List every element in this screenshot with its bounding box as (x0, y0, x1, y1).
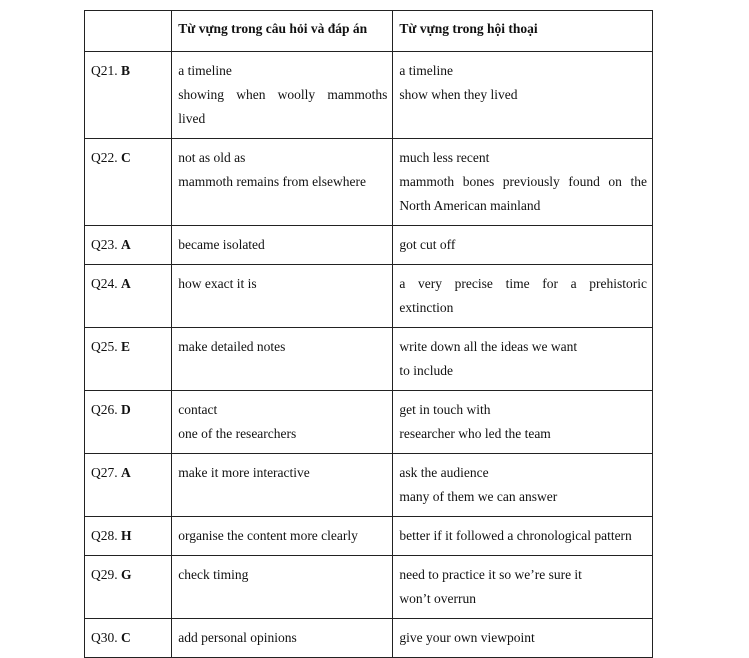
question-number: Q26. (91, 402, 118, 417)
table-row (85, 328, 653, 391)
question-vocab-line: one of the researchers (178, 426, 297, 441)
table-row (85, 391, 653, 454)
table-row (85, 139, 653, 226)
question-vocab-line: a timeline (178, 63, 232, 78)
dialogue-vocab-cell (393, 52, 653, 139)
question-number: Q28. (91, 528, 118, 543)
dialogue-vocab-line: better if it followed a chronological pattern (399, 528, 632, 543)
dialogue-vocab-cell (393, 517, 653, 556)
dialogue-vocab-line: ask the audience (399, 465, 489, 480)
question-vocab-line: make it more interactive (178, 465, 310, 480)
question-number: Q21. (91, 63, 118, 78)
answer-letter: H (121, 528, 132, 543)
question-vocab-cell (172, 226, 393, 265)
answer-letter: C (121, 630, 131, 645)
answer-letter: B (121, 63, 131, 78)
dialogue-vocab-line: need to practice it so we’re sure it (399, 567, 582, 582)
question-cell (85, 328, 172, 391)
question-cell (85, 226, 172, 265)
question-vocab-line: how exact it is (178, 276, 257, 291)
answer-letter: A (121, 276, 131, 291)
question-cell (85, 139, 172, 226)
question-number: Q25. (91, 339, 118, 354)
table-row (85, 226, 653, 265)
dialogue-vocab-line: a very precise time for a prehistoric (399, 276, 647, 291)
answer-letter: D (121, 402, 131, 417)
answer-letter: A (121, 237, 131, 252)
vocabulary-table (84, 10, 653, 658)
table-row (85, 52, 653, 139)
dialogue-vocab-line: write down all the ideas we want (399, 339, 578, 354)
header-row (85, 11, 653, 52)
header-question-vocab: Từ vựng trong câu hỏi và đáp án (172, 11, 393, 52)
table-body (85, 52, 653, 658)
question-vocab-cell (172, 391, 393, 454)
table-row (85, 517, 653, 556)
dialogue-vocab-line: to include (399, 363, 454, 378)
question-vocab-line: contact (178, 402, 218, 417)
question-vocab-line: became isolated (178, 237, 265, 252)
dialogue-vocab-cell (393, 619, 653, 658)
question-number: Q23. (91, 237, 118, 252)
table-row (85, 556, 653, 619)
question-cell (85, 517, 172, 556)
question-number: Q27. (91, 465, 118, 480)
dialogue-vocab-cell (393, 556, 653, 619)
question-vocab-line: check timing (178, 567, 249, 582)
dialogue-vocab-line: many of them we can answer (399, 489, 558, 504)
question-vocab-line: not as old as (178, 150, 246, 165)
question-vocab-line: make detailed notes (178, 339, 286, 354)
header-dialogue-vocab: Từ vựng trong hội thoại (393, 11, 653, 52)
question-number: Q24. (91, 276, 118, 291)
dialogue-vocab-line: researcher who led the team (399, 426, 551, 441)
question-vocab-cell (172, 454, 393, 517)
question-vocab-cell (172, 517, 393, 556)
dialogue-vocab-line: extinction (399, 300, 454, 315)
dialogue-vocab-line: a timeline (399, 63, 453, 78)
question-vocab-line: showing when woolly mammoths (178, 87, 388, 102)
question-vocab-line: organise the content more clearly (178, 528, 358, 543)
dialogue-vocab-cell (393, 226, 653, 265)
question-number: Q22. (91, 150, 118, 165)
dialogue-vocab-cell (393, 139, 653, 226)
question-vocab-cell (172, 619, 393, 658)
question-vocab-cell (172, 328, 393, 391)
answer-letter: C (121, 150, 131, 165)
header-question (85, 11, 172, 52)
table-row (85, 454, 653, 517)
question-cell (85, 454, 172, 517)
dialogue-vocab-line: much less recent (399, 150, 490, 165)
question-cell (85, 391, 172, 454)
question-vocab-cell (172, 52, 393, 139)
question-vocab-cell (172, 265, 393, 328)
answer-letter: A (121, 465, 131, 480)
question-cell (85, 52, 172, 139)
question-vocab-cell (172, 556, 393, 619)
question-number: Q29. (91, 567, 118, 582)
dialogue-vocab-cell (393, 391, 653, 454)
dialogue-vocab-line: give your own viewpoint (399, 630, 535, 645)
dialogue-vocab-cell (393, 454, 653, 517)
question-number: Q30. (91, 630, 118, 645)
question-cell (85, 556, 172, 619)
question-vocab-line: lived (178, 111, 206, 126)
question-cell (85, 619, 172, 658)
answer-letter: E (121, 339, 131, 354)
question-vocab-line: add personal opinions (178, 630, 297, 645)
table-row (85, 619, 653, 658)
dialogue-vocab-line: got cut off (399, 237, 456, 252)
dialogue-vocab-line: won’t overrun (399, 591, 477, 606)
dialogue-vocab-line: North American mainland (399, 198, 541, 213)
dialogue-vocab-line: get in touch with (399, 402, 491, 417)
question-cell (85, 265, 172, 328)
dialogue-vocab-cell (393, 265, 653, 328)
question-vocab-line: mammoth remains from elsewhere (178, 174, 367, 189)
dialogue-vocab-line: show when they lived (399, 87, 518, 102)
question-vocab-cell (172, 139, 393, 226)
dialogue-vocab-cell (393, 328, 653, 391)
dialogue-vocab-line: mammoth bones previously found on the (399, 174, 647, 189)
table-row (85, 265, 653, 328)
answer-letter: G (121, 567, 132, 582)
